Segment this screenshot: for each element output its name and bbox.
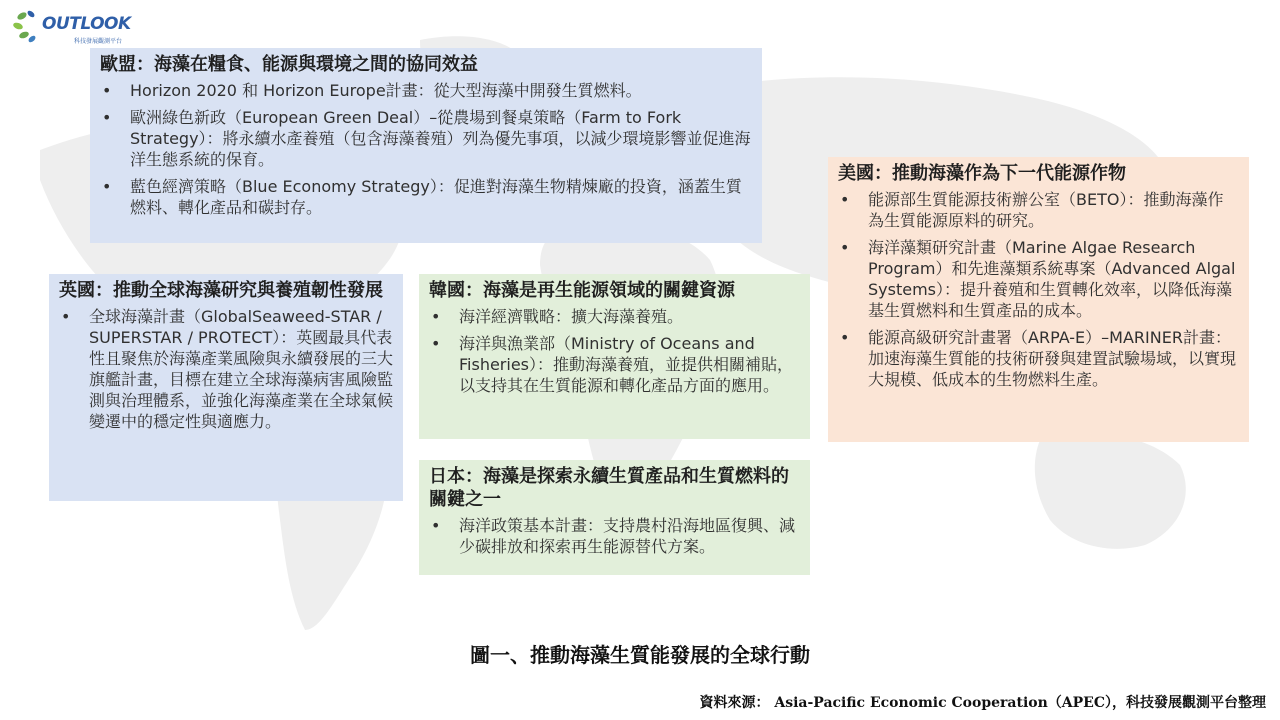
usa-bullet-list	[838, 189, 1239, 390]
eu-item: • Horizon 2020 和 Horizon Europe計畫：從大型海藻中開發生質燃料。	[100, 80, 752, 101]
korea-box	[419, 274, 810, 439]
korea-title: 韓國：海藻是再生能源領域的關鍵資源	[429, 280, 735, 301]
korea-item: • 海洋經濟戰略：擴大海藻養殖。	[429, 306, 800, 327]
uk-box	[49, 274, 403, 501]
usa-item: • 能源部生質能源技術辦公室（BETO）：推動海藻作為生質能源原料的研究。	[838, 189, 1239, 231]
japan-title: 日本：海藻是探索永續生質產品和生質燃料的關鍵之一	[429, 466, 789, 510]
eu-item: • 藍色經濟策略（Blue Economy Strategy）：促進對海藻生物精煉廠的投資，涵蓋生質燃料、轉化產品和碳封存。	[100, 176, 752, 218]
usa-item: • 能源高級研究計畫署（ARPA-E）–MARINER計畫：加速海藻生質能的技術研發與建置試驗場域，以實現大規模、低成本的生物燃料生產。	[838, 327, 1239, 390]
korea-item: • 海洋與漁業部（Ministry of Oceans and Fisheries）：推動海藻養殖，並提供相關補貼，以支持其在生質能源和轉化產品方面的應用。	[429, 333, 800, 396]
eu-item: • 歐洲綠色新政（European Green Deal）–從農場到餐桌策略（Farm to Fork Strategy）：將永續水產養殖（包含海藻養殖）列為優先事項，以減少環境影響並促進海洋生態系統的保育。	[100, 107, 752, 170]
korea-bullet-list	[429, 306, 800, 396]
eu-box	[90, 48, 762, 243]
uk-item: • 全球海藻計畫（GlobalSeaweed-STAR / SUPERSTAR / PROTECT）：英國最具代表性且聚焦於海藻產業風險與永續發展的三大旗艦計畫，目標在建立全球海藻病害風險監測與治理體系，並強化海藻產業在全球氣候變遷中的穩定性與適應力。	[59, 306, 393, 432]
logo-wordmark: OUTLOOK	[42, 14, 131, 34]
outlook-logo	[12, 6, 132, 46]
logo-subtitle: 科技發展觀測平台	[74, 38, 123, 45]
japan-item: • 海洋政策基本計畫：支持農村沿海地區復興、減少碳排放和探索再生能源替代方案。	[429, 515, 800, 557]
uk-title: 英國：推動全球海藻研究與養殖韌性發展	[59, 280, 383, 301]
figure-caption: 圖一、推動海藻生質能發展的全球行動	[470, 643, 810, 667]
usa-box	[828, 157, 1249, 442]
map-australia	[1035, 433, 1186, 549]
usa-item: • 海洋藻類研究計畫（Marine Algae Research Program）和先進藻類系統專案（Advanced Algal Systems）：提升養殖和生質轉化效率，以降低海藻基生質燃料和生質產品的成本。	[838, 237, 1239, 321]
eu-bullet-list	[100, 80, 752, 218]
japan-box	[419, 460, 810, 575]
source-note: 資料來源： Asia-Pacific Economic Cooperation（APEC），科技發展觀測平台整理	[699, 695, 1266, 711]
usa-title: 美國：推動海藻作為下一代能源作物	[838, 163, 1126, 184]
uk-bullet-list	[59, 306, 393, 432]
japan-bullet-list	[429, 515, 800, 557]
eu-title: 歐盟：海藻在糧食、能源與環境之間的協同效益	[100, 54, 478, 75]
